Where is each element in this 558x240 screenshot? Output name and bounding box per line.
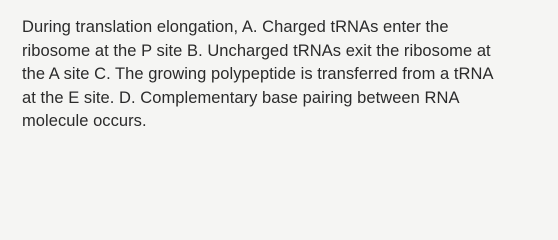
- question-line: ribosome at the P site B. Uncharged tRNAs exit the ribosome at: [22, 41, 491, 60]
- question-line: at the E site. D. Complementary base pairing between RNA: [22, 88, 460, 107]
- question-line: the A site C. The growing polypeptide is transferred from a tRNA: [22, 65, 494, 83]
- question-line: During translation elongation, A. Charged tRNAs enter the: [22, 18, 449, 36]
- question-text: [22, 16, 538, 134]
- question-line: molecule occurs.: [22, 112, 147, 130]
